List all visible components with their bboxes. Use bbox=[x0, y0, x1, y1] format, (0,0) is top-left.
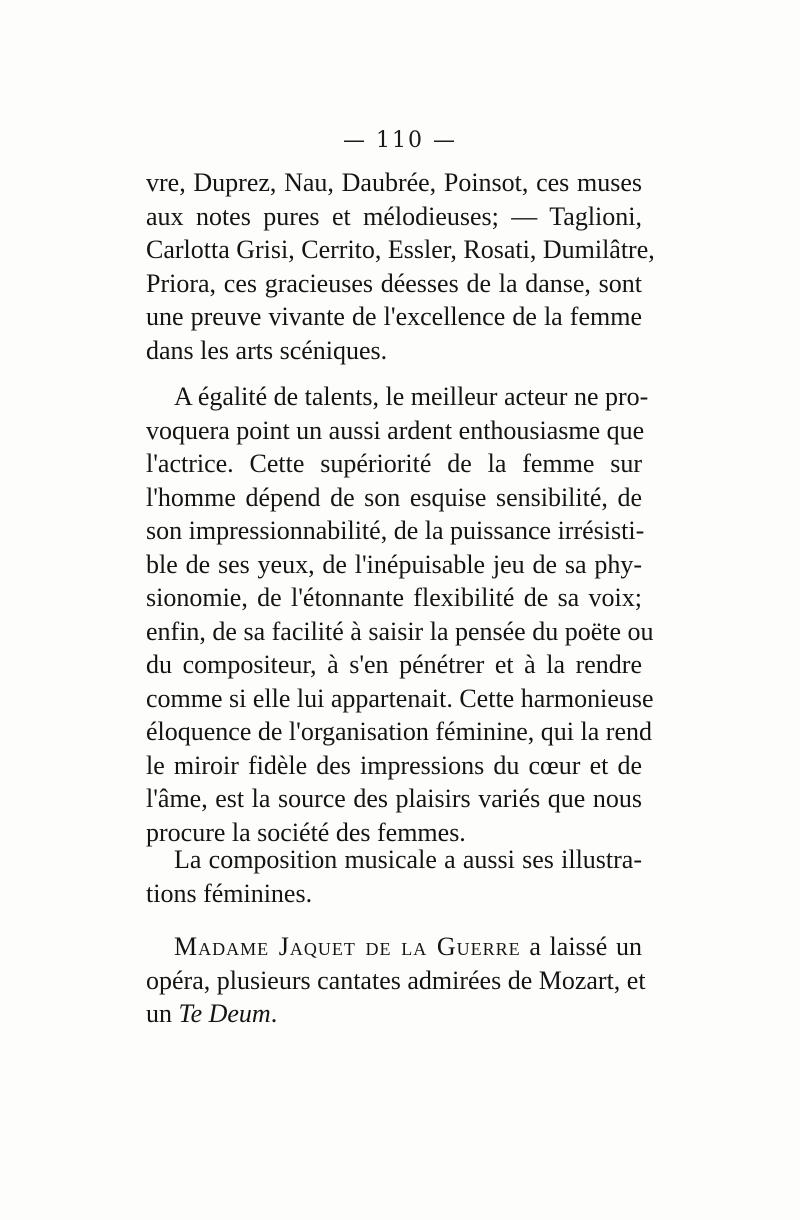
text-line bbox=[146, 930, 642, 964]
text-line: son impressionnabilité, de la puissance irrésisti- bbox=[146, 516, 645, 545]
text-line: l'homme dépend de son esquise sensibilité, de bbox=[146, 482, 642, 512]
composer-name: Madame Jaquet de la Guerre bbox=[174, 932, 521, 961]
text-line: voquera point un aussi ardent enthousiasme que bbox=[146, 415, 645, 445]
text-line: sionomie, de l'étonnante flexibilité de sa voix; bbox=[146, 583, 642, 612]
text-line: le miroir fidèle des impressions du cœur et de bbox=[146, 750, 642, 780]
text-line: une preuve vivante de l'excellence de la femme bbox=[146, 302, 642, 331]
text-fragment: . bbox=[270, 999, 278, 1028]
text-line: Carlotta Grisi, Cerrito, Essler, Rosati, Dumilâtre, bbox=[146, 235, 655, 264]
text-line: Priora, ces gracieuses déesses de la danse, sont bbox=[146, 268, 642, 298]
paragraph-1 bbox=[146, 166, 655, 367]
text-line: l'actrice. Cette supériorité de la femme sur bbox=[146, 449, 642, 478]
text-line: vre, Duprez, Nau, Daubrée, Poinsot, ces muses bbox=[146, 168, 642, 197]
text-line: du compositeur, à s'en pénétrer et à la rendre bbox=[146, 650, 642, 679]
text-line: comme si elle lui appartenait. Cette harmonieuse bbox=[146, 683, 654, 713]
text-line: aux notes pures et mélodieuses; — Taglioni, bbox=[146, 201, 642, 231]
paragraph-3 bbox=[146, 843, 642, 910]
text-line: La composition musicale a aussi ses illustra- bbox=[174, 845, 642, 874]
text-line: ble de ses yeux, de l'inépuisable jeu de sa phy- bbox=[146, 549, 642, 579]
text-line: dans les arts scéniques. bbox=[146, 335, 388, 365]
text-line: tions féminines. bbox=[146, 878, 313, 908]
text-fragment: un bbox=[146, 999, 179, 1028]
text-line: A égalité de talents, le meilleur acteur ne pro- bbox=[174, 382, 649, 411]
text-line: procure la société des femmes. bbox=[146, 817, 466, 847]
text-line: éloquence de l'organisation féminine, qui la rend bbox=[146, 717, 652, 746]
text-line: enfin, de sa facilité à saisir la pensée du poëte ou bbox=[146, 616, 654, 646]
text-line: l'âme, est la source des plaisirs variés que nous bbox=[146, 784, 642, 813]
page-number: — 110 — bbox=[343, 128, 457, 153]
work-title: Te Deum bbox=[178, 999, 271, 1028]
text-line bbox=[146, 997, 642, 1031]
paragraph-4 bbox=[146, 930, 646, 1031]
text-line: opéra, plusieurs cantates admirées de Mozart, et bbox=[146, 965, 646, 995]
paragraph-2 bbox=[146, 380, 654, 849]
text-fragment: a laissé un bbox=[520, 932, 642, 961]
